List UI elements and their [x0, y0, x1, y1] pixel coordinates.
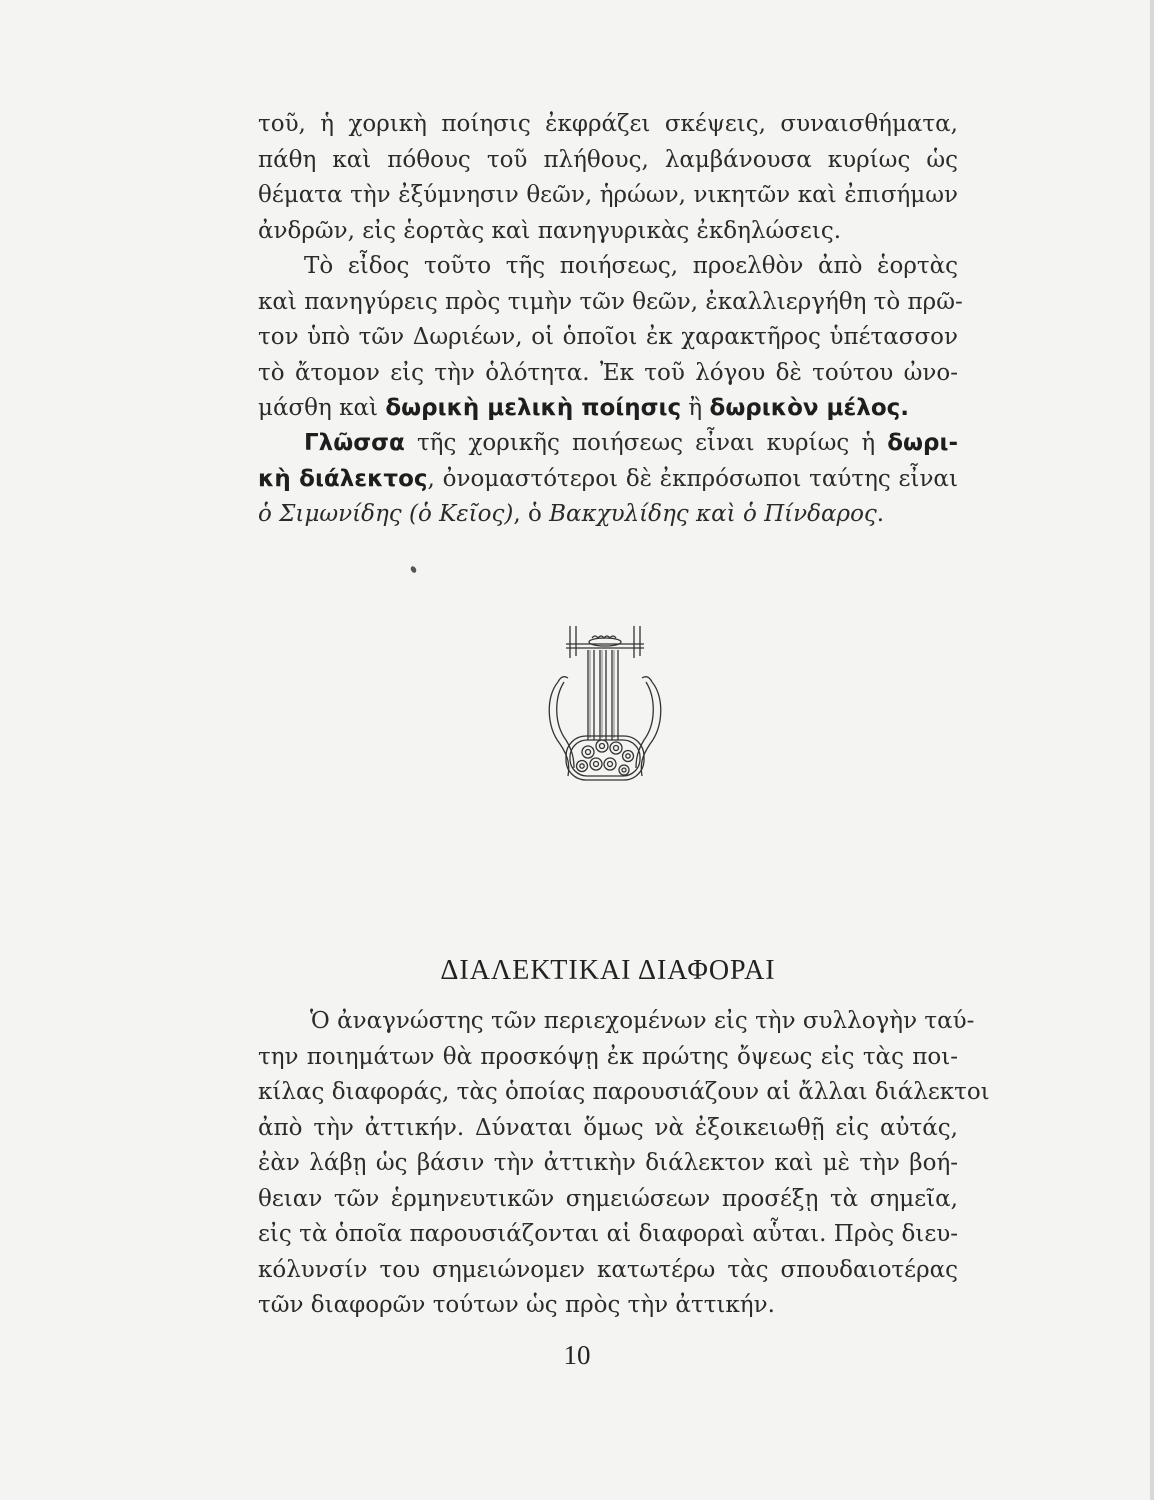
paragraph-3 — [258, 426, 958, 533]
text-line: πάθη καὶ πόθους τοῦ πλήθους, λαμβάνουσα κυρίως ὡς — [258, 146, 958, 173]
text-line: εἰς τὰ ὁποῖα παρουσιάζονται αἱ διαφοραὶ αὗται. Πρὸς διευ- — [258, 1221, 958, 1247]
poet-name: Πίνδαρος — [764, 501, 877, 527]
text-run: . — [876, 501, 885, 527]
page-edge-shadow — [1150, 0, 1154, 1500]
text-run: . — [900, 395, 910, 421]
poet-name: Βακχυλίδης — [549, 501, 689, 527]
text-line: Ὁ ἀναγνώστης τῶν περιεχομένων εἰς τὴν συλλογὴν ταύ- — [310, 1008, 975, 1034]
bold-term: κὴ διάλεκτος — [258, 465, 428, 492]
text-line-with-bold — [258, 462, 958, 498]
paragraph-1 — [258, 107, 958, 249]
section-heading: ΔΙΑΛΕΚΤΙΚΑΙ ΔΙΑΦΟΡΑΙ — [440, 955, 776, 986]
text-line: θέματα τὴν ἐξύμνησιν θεῶν, ἡρώων, νικητῶν καὶ ἐπισήμων — [258, 182, 958, 208]
text-line: τῶν διαφορῶν τούτων ὡς πρὸς τὴν ἀττικήν. — [258, 1292, 775, 1318]
text-line: τὸ ἄτομον εἰς τὴν ὁλότητα. Ἐκ τοῦ λόγου δὲ τούτου ὠνο- — [258, 359, 958, 386]
text-run: , ὀνομαστότεροι δὲ ἐκπρόσωποι ταύτης εἶναι — [427, 465, 958, 492]
text-run: καὶ ὁ — [688, 501, 765, 527]
text-line: καὶ πανηγύρεις πρὸς τιμὴν τῶν θεῶν, ἐκαλλιεργήθη τὸ πρῶ- — [258, 288, 963, 315]
text-line: Τὸ εἶδος τοῦτο τῆς ποιήσεως, προελθὸν ἀπὸ ἑορτὰς — [304, 253, 958, 279]
text-line-with-italics — [258, 497, 958, 533]
bold-term: δωρι- — [887, 430, 958, 456]
text-line: τον ὑπὸ τῶν Δωριέων, οἱ ὁποῖοι ἐκ χαρακτῆρος ὑπέτασσον — [258, 324, 958, 350]
text-line: ἀνδρῶν, εἰς ἑορτὰς καὶ πανηγυρικὰς ἐκδηλώσεις. — [258, 217, 842, 244]
text-run: ὁ — [258, 501, 280, 527]
text-run: ἢ — [681, 395, 710, 421]
text-run: τῆς χορικῆς ποιήσεως εἶναι κυρίως ἡ — [404, 430, 888, 456]
text-line-with-bold — [258, 426, 958, 462]
paragraph-2 — [258, 249, 963, 427]
bold-term: Γλῶσσα — [304, 430, 405, 456]
text-run: μάσθη καὶ — [258, 395, 386, 421]
text-line: ἀπὸ τὴν ἀττικήν. Δύναται ὅμως νὰ ἐξοικειωθῇ εἰς αὐτάς, — [258, 1114, 958, 1141]
lyre-illustration — [540, 618, 670, 800]
text-line: ἐὰν λάβῃ ὡς βάσιν τὴν ἀττικὴν διάλεκτον καὶ μὲ τὴν βοή- — [258, 1150, 958, 1176]
text-line: θειαν τῶν ἑρμηνευτικῶν σημειώσεων προσέξῃ τὰ σημεῖα, — [258, 1185, 958, 1212]
text-line: την ποιημάτων θὰ προσκόψῃ ἐκ πρώτης ὄψεως εἰς τὰς ποι- — [258, 1043, 958, 1070]
text-line: κόλυνσίν του σημειώνομεν κατωτέρω τὰς σπουδαιοτέρας — [258, 1256, 958, 1283]
ink-speck — [410, 565, 418, 574]
poet-name: Σιμωνίδης (ὁ Κεῖος) — [279, 501, 514, 527]
bold-term: δωρικὴ μελικὴ ποίησις — [385, 395, 682, 421]
page-number: 10 — [563, 1340, 591, 1370]
text-line: κίλας διαφοράς, τὰς ὁποίας παρουσιάζουν αἱ ἄλλαι διάλεκτοι — [258, 1079, 990, 1105]
paragraph-4 — [258, 1004, 990, 1324]
text-run: , ὁ — [513, 501, 550, 527]
text-line-with-bold — [258, 391, 958, 427]
bold-term: δωρικὸν μέλος — [709, 395, 901, 421]
text-line: τοῦ, ἡ χορικὴ ποίησις ἐκφράζει σκέψεις, συναισθήματα, — [258, 111, 958, 137]
